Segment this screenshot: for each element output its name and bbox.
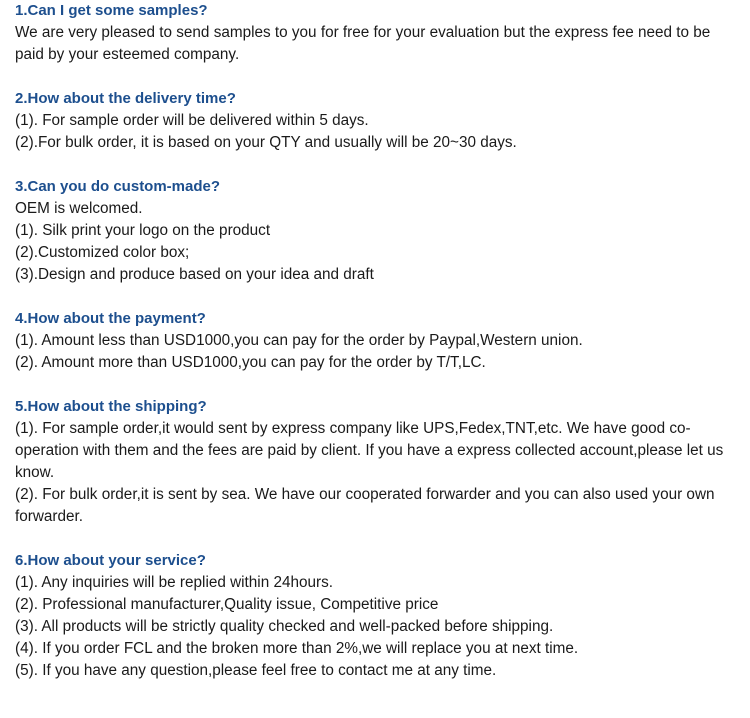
faq-answer-line: (2). Amount more than USD1000,you can pay for the order by T/T,LC.	[15, 354, 486, 371]
faq-answer-line: (3). All products will be strictly quality checked and well-packed before shipping.	[15, 618, 554, 635]
faq-answer-line: (1). Any inquiries will be replied within 24hours.	[15, 574, 333, 591]
faq-question: 6.How about your service?	[15, 552, 206, 569]
faq-question: 3.Can you do custom-made?	[15, 178, 221, 195]
faq-item-custom	[15, 176, 735, 286]
faq-answer-line: (2).Customized color box;	[15, 244, 190, 261]
faq-answer-line: (2). For bulk order,it is sent by sea. We have our cooperated forwarder and you can also used your own forwarder.	[15, 486, 715, 525]
faq-answer-line: (2).For bulk order, it is based on your QTY and usually will be 20~30 days.	[15, 134, 517, 151]
faq-item-samples	[15, 0, 735, 66]
faq-answer-line: (5). If you have any question,please feel free to contact me at any time.	[15, 662, 497, 679]
faq-question: 4.How about the payment?	[15, 310, 206, 327]
faq-section	[15, 0, 735, 704]
faq-item-service	[15, 550, 735, 682]
faq-answer-line: We are very pleased to send samples to you for free for your evaluation but the express fee need to be paid by your esteemed company.	[15, 24, 711, 63]
faq-answer-line: (1). For sample order will be delivered within 5 days.	[15, 112, 369, 129]
faq-answer-line: OEM is welcomed.	[15, 200, 143, 217]
faq-answer-line: (3).Design and produce based on your idea and draft	[15, 266, 374, 283]
faq-answer-line: (1). For sample order,it would sent by express company like UPS,Fedex,TNT,etc. We have good co-operation with them and the fees are paid by client. If you have a express collected account,please let us know.	[15, 420, 724, 481]
faq-answer-line: (4). If you order FCL and the broken more than 2%,we will replace you at next time.	[15, 640, 579, 657]
faq-answer-line: (2). Professional manufacturer,Quality issue, Competitive price	[15, 596, 439, 613]
faq-item-delivery	[15, 88, 735, 154]
faq-item-shipping	[15, 396, 735, 528]
faq-item-payment	[15, 308, 735, 374]
faq-question: 2.How about the delivery time?	[15, 90, 236, 107]
faq-question: 5.How about the shipping?	[15, 398, 207, 415]
faq-answer-line: (1). Silk print your logo on the product	[15, 222, 271, 239]
faq-answer-line: (1). Amount less than USD1000,you can pay for the order by Paypal,Western union.	[15, 332, 583, 349]
faq-question: 1.Can I get some samples?	[15, 2, 208, 19]
